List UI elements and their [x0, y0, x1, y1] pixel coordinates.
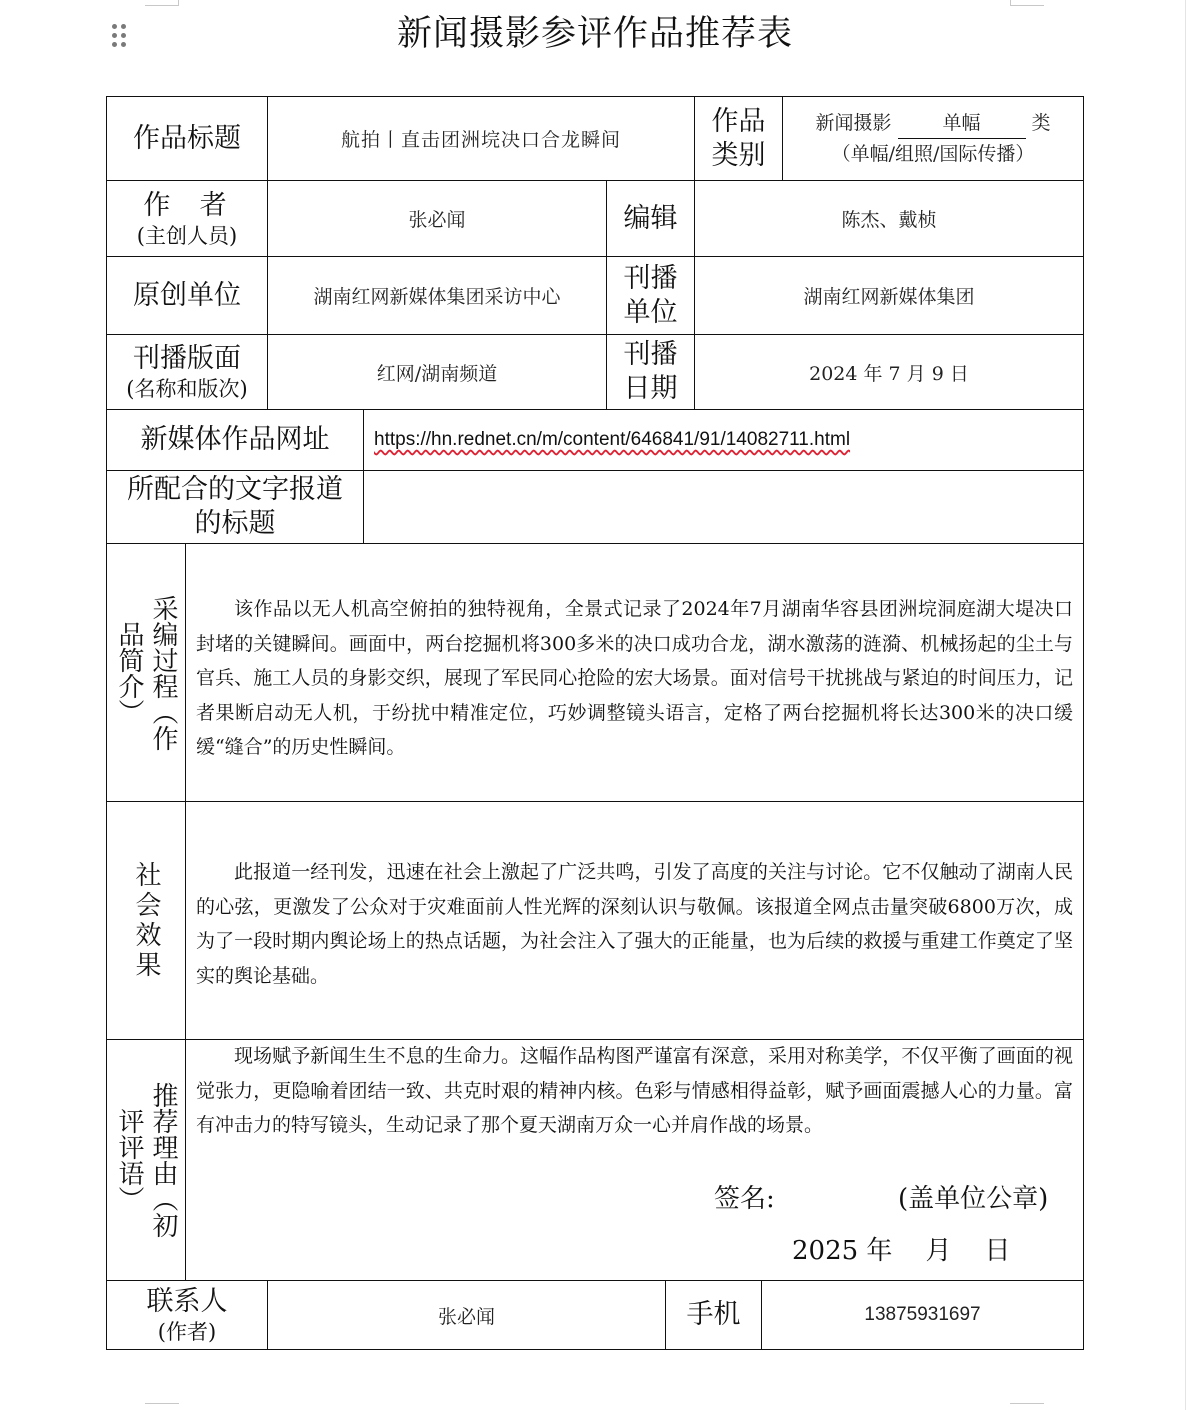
origin-unit-value[interactable]: 湖南红网新媒体集团采访中心 [267, 256, 607, 335]
crop-mark [145, 5, 179, 6]
category-options: （单幅/组照/国际传播） [831, 143, 1035, 165]
url-label: 新媒体作品网址 [106, 409, 364, 471]
crop-mark [1185, 0, 1186, 1410]
url-link[interactable]: https://hn.rednet.cn/m/content/646841/91/14082711.html [374, 429, 851, 450]
publish-unit-label: 刊播单位 [606, 256, 695, 335]
publish-page-label: 刊播版面 (名称和版次) [106, 334, 268, 410]
origin-unit-label: 原创单位 [106, 256, 268, 335]
crop-mark [178, 0, 179, 6]
effect-label: 社会效果 [106, 801, 186, 1040]
crop-mark [1010, 0, 1011, 6]
author-value[interactable]: 张必闻 [267, 180, 607, 257]
page-title: 新闻摄影参评作品推荐表 [396, 14, 793, 54]
sign-date: 2025 年 月 日 [792, 1236, 1011, 1266]
work-title-label: 作品标题 [106, 96, 268, 181]
text-report-value[interactable] [363, 470, 1084, 544]
sign-label: 签名: [714, 1184, 775, 1214]
reason-label: 推荐理由（初评评语） [106, 1039, 186, 1281]
publish-unit-value[interactable]: 湖南红网新媒体集团 [694, 256, 1084, 335]
text-report-label: 所配合的文字报道的标题 [106, 470, 364, 544]
crop-mark [145, 1403, 179, 1404]
phone-value[interactable]: 13875931697 [761, 1280, 1084, 1350]
phone-label: 手机 [665, 1280, 762, 1350]
process-label: 采编过程（作品简介） [106, 543, 186, 802]
crop-mark [1010, 1403, 1044, 1404]
seal-label: (盖单位公章) [898, 1184, 1049, 1214]
publish-page-value[interactable]: 红网/湖南频道 [267, 334, 607, 410]
crop-mark [1010, 5, 1044, 6]
author-label: 作 者 (主创人员) [106, 180, 268, 257]
reason-text: 现场赋予新闻生生不息的生命力。这幅作品构图严谨富有深意，采用对称美学，不仅平衡了画面的视觉张力，更隐喻着团结一致、共克时艰的精神内核。色彩与情感相得益彰，赋予画面震撼人心的力量。富有冲击力的特写镜头，生动记录了那个夏天湖南万众一心并肩作战的场景。 [196, 1045, 1073, 1136]
editor-label: 编辑 [606, 180, 695, 257]
process-text: 该作品以无人机高空俯拍的独特视角，全景式记录了2024年7月湖南华容县团洲垸洞庭湖大堤决口封堵的关键瞬间。画面中，两台挖掘机将300多米的决口成功合龙，湖水激荡的涟漪、机械扬起的尘土与官兵、施工人员的身影交织，展现了军民同心抢险的宏大场景。面对信号干扰挑战与紧迫的时间压力，记者果断启动无人机，于纷扰中精准定位，巧妙调整镜头语言，定格了两台挖掘机将长达300米的决口缓缓“缝合”的历史性瞬间。 [196, 598, 1073, 758]
contact-value[interactable]: 张必闻 [267, 1280, 666, 1350]
contact-label: 联系人 (作者) [106, 1280, 268, 1350]
publish-date-label: 刊播日期 [606, 334, 695, 410]
effect-text: 此报道一经刊发，迅速在社会上激起了广泛共鸣，引发了高度的关注与讨论。它不仅触动了湖南人民的心弦，更激发了公众对于灾难面前人性光辉的深刻认识与敬佩。该报道全网点击量突破6800万次，成为了一段时期内舆论场上的热点话题，为社会注入了强大的正能量，也为后续的救援与重建工作奠定了坚实的舆论基础。 [196, 861, 1073, 987]
category-value[interactable]: 新闻摄影 单幅 类 （单幅/组照/国际传播） [782, 96, 1084, 181]
url-value[interactable] [363, 409, 1084, 471]
editor-value[interactable]: 陈杰、戴桢 [694, 180, 1084, 257]
category-label: 作品类别 [694, 96, 783, 181]
work-title-value[interactable]: 航拍丨直击团洲垸决口合龙瞬间 [267, 96, 695, 181]
publish-date-value[interactable]: 2024 年 7 月 9 日 [694, 334, 1084, 410]
category-fill: 单幅 [898, 108, 1026, 139]
